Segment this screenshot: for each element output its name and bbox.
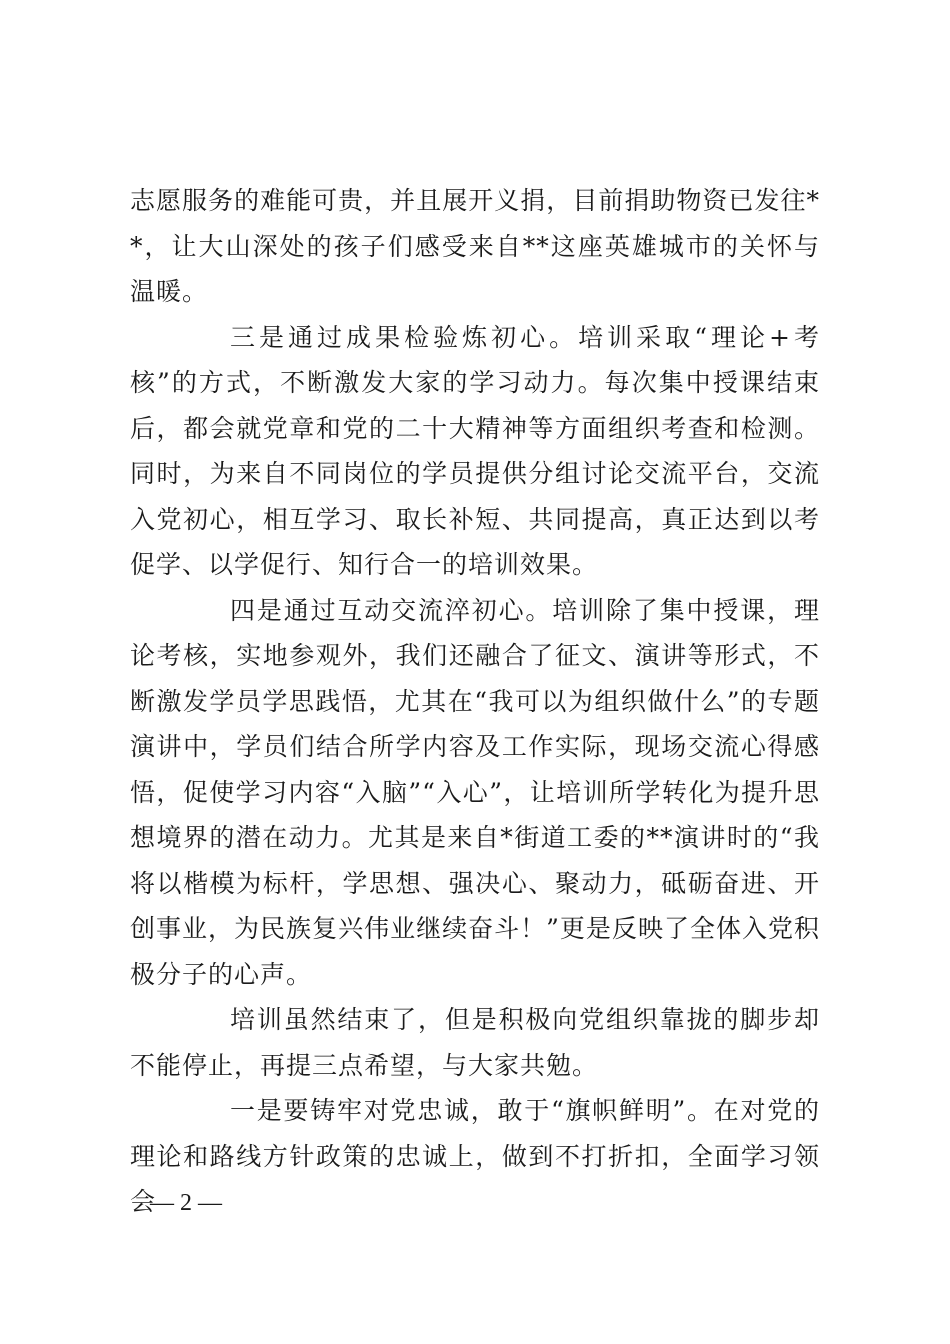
paragraph-point-three: 三是通过成果检验炼初心。培训采取“理论+考核”的方式，不断激发大家的学习动力。每次集中授课结束后，都会就党章和党的二十大精神等方面组织考查和检测。同时，为来自不同岗位的学员提供分组讨论交流平台，交流入党初心，相互学习、取长补短、共同提高，真正达到以考促学、以学促行、知行合一的培训效果。 [130,322,820,579]
paragraph-hopes-intro: 培训虽然结束了，但是积极向党组织靠拢的脚步却不能停止，再提三点希望，与大家共勉。 [130,1005,820,1080]
paragraph-hope-one: 一是要铸牢对党忠诚，敢于“旗帜鲜明”。在对党的理论和路线方针政策的忠诚上，做到不打折扣，全面学习领会 [130,1096,820,1216]
document-body [130,178,820,1225]
page-number: — 2 — [150,1190,222,1216]
paragraph-continued: 志愿服务的难能可贵，并且展开义捐，目前捐助物资已发往**，让大山深处的孩子们感受来自**这座英雄城市的关怀与温暖。 [130,186,820,306]
paragraph-point-four: 四是通过互动交流淬初心。培训除了集中授课，理论考核，实地参观外，我们还融合了征文、演讲等形式，不断激发学员学思践悟，尤其在“我可以为组织做什么”的专题演讲中，学员们结合所学内容及工作实际，现场交流心得感悟，促使学习内容“入脑”“入心”，让培训所学转化为提升思想境界的潜在动力。尤其是来自*街道工委的**演讲时的“我将以楷模为标杆，学思想、强决心、聚动力，砥砺奋进、开创事业，为民族复兴伟业继续奋斗！”更是反映了全体入党积极分子的心声。 [130,595,820,989]
